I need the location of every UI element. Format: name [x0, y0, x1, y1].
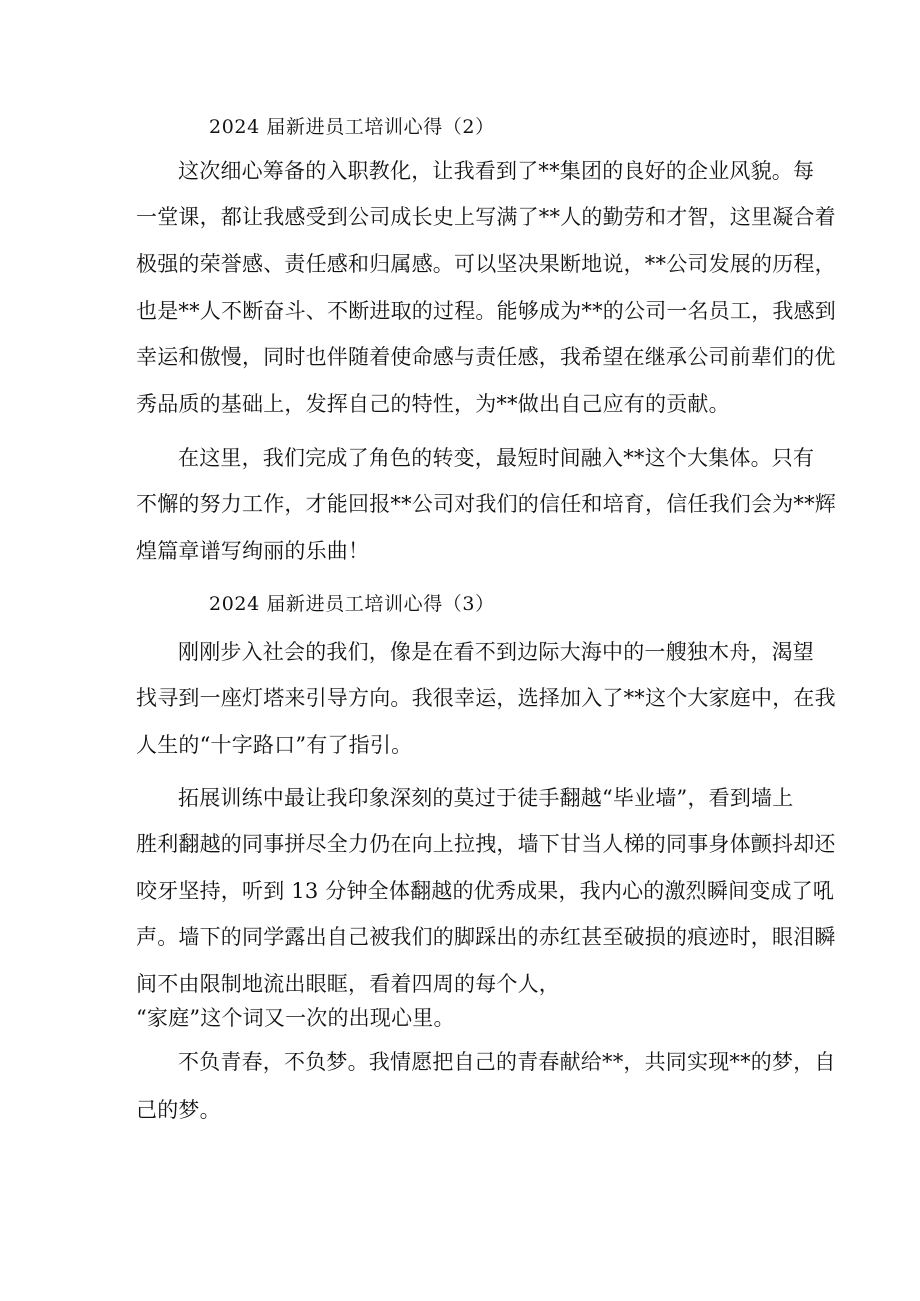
paragraph-line: 不懈的努力工作，才能回报**公司对我们的信任和培育，信任我们会为**辉 — [136, 492, 836, 516]
paragraph-line: 秀品质的基础上，发挥自己的特性，为**做出自己应有的贡献。 — [136, 392, 730, 416]
paragraph-line: 己的梦。 — [136, 1098, 221, 1122]
paragraph-line: 在这里，我们完成了角色的转变，最短时间融入**这个大集体。只有 — [178, 446, 815, 470]
paragraph-line: 极强的荣誉感、责任感和归属感。可以坚决果断地说，**公司发展的历程， — [136, 252, 836, 276]
paragraph-line: 声。墙下的同学露出自己被我们的脚踩出的赤红甚至破损的痕迹时，眼泪瞬 — [136, 925, 836, 949]
section-title: 2024 届新进员工培训心得（2） — [209, 116, 495, 138]
paragraph-line: 间不由限制地流出眼眶，看着四周的每个人， — [136, 972, 560, 996]
paragraph-line: 人生的“十字路口”有了指引。 — [136, 733, 413, 757]
paragraph-line: 咬牙坚持，听到 13 分钟全体翻越的优秀成果，我内心的激烈瞬间变成了吼 — [136, 879, 835, 903]
paragraph-line: “家庭”这个词又一次的出现心里。 — [136, 1006, 455, 1030]
paragraph-line: 幸运和傲慢，同时也伴随着使命感与责任感，我希望在继承公司前辈们的优 — [136, 345, 836, 369]
paragraph-line: 也是**人不断奋斗、不断进取的过程。能够成为**的公司一名员工，我感到 — [136, 299, 836, 323]
paragraph-line: 找寻到一座灯塔来引导方向。我很幸运，选择加入了**这个大家庭中，在我 — [136, 686, 836, 710]
paragraph-line: 胜利翻越的同事拼尽全力仍在向上拉拽，墙下甘当人梯的同事身体颤抖却还 — [136, 832, 836, 856]
paragraph-line: 这次细心筹备的入职教化，让我看到了**集团的良好的企业风貌。每 — [178, 159, 815, 183]
paragraph-line: 一堂课，都让我感受到公司成长史上写满了**人的勤劳和才智，这里凝合着 — [136, 205, 836, 229]
paragraph-line: 不负青春，不负梦。我情愿把自己的青春献给**，共同实现**的梦，自 — [178, 1050, 836, 1074]
paragraph-line: 煌篇章谱写绚丽的乐曲！ — [136, 539, 370, 563]
paragraph-line: 拓展训练中最让我印象深刻的莫过于徒手翻越“毕业墙”，看到墙上 — [178, 786, 794, 810]
section-title: 2024 届新进员工培训心得（3） — [209, 593, 495, 615]
paragraph-line: 刚刚步入社会的我们，像是在看不到边际大海中的一艘独木舟，渴望 — [178, 640, 814, 664]
